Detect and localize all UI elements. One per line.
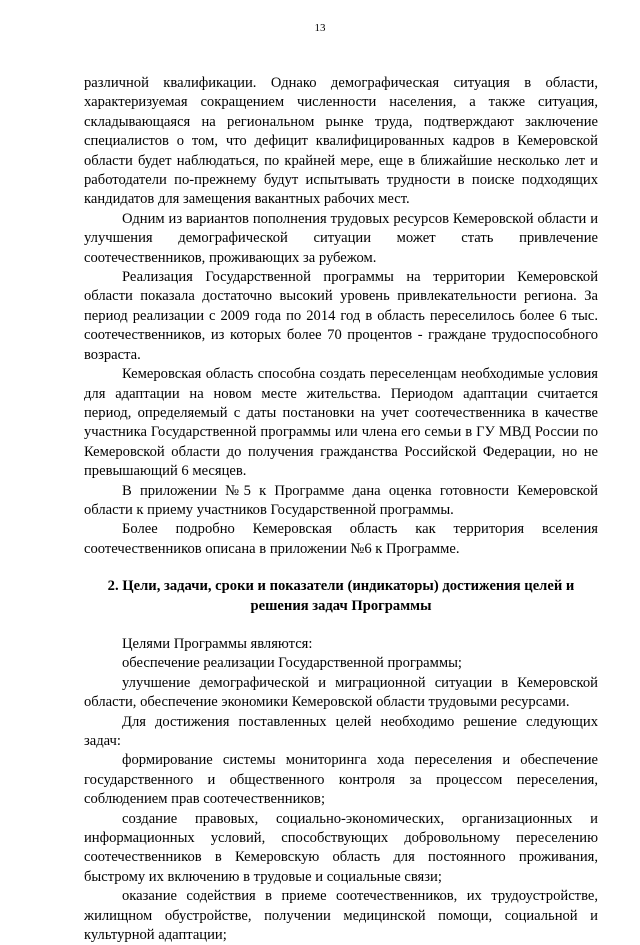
list-item: оказание содействия в приеме соотечественников, их трудоустройстве, жилищном обустройстве, получении медицинской помощи, социальной и культурной адаптации;	[84, 888, 598, 944]
paragraph: Кемеровская область способна создать переселенцам необходимые условия для адаптации на новом месте жительства. Периодом адаптации считается период, определяемый с даты постановки на учет соотечественника в качестве участника Государственной программы или члена его семьи в ГУ МВД России по Кемеровской области до получения гражданства Российской Федерации, но не превышающий 6 месяцев.	[84, 366, 598, 480]
paragraph: Более подробно Кемеровская область как территория вселения соотечественников описана в приложении №6 к Программе.	[84, 521, 598, 557]
paragraph-continuation: различной квалификации. Однако демографическая ситуация в области, характеризуемая сокращением численности населения, а также ситуация, складывающаяся на региональном рынке труда, подтверждают заключение специалистов о том, что дефицит квалифицированных кадров в Кемеровской области будет наблюдаться, по крайней мере, еще в ближайшие несколько лет и работодатели по-прежнему будут испытывать трудности в поиске подходящих кандидатов для замещения вакантных рабочих мест.	[84, 75, 598, 208]
list-item: обеспечение реализации Государственной программы;	[122, 655, 462, 672]
list-item: создание правовых, социально-экономических, организационных и информационных условий, способствующих добровольному переселению соотечественников в Кемеровскую область для постоянного проживания, быстрому их включению в трудовые и социальные связи;	[84, 810, 598, 885]
paragraph: В приложении №5 к Программе дана оценка готовности Кемеровской области к приему участников Государственной программы.	[84, 482, 598, 518]
document-body	[84, 74, 598, 945]
paragraph: Целями Программы являются:	[122, 635, 313, 652]
section-heading: 2. Цели, задачи, сроки и показатели (индикаторы) достижения целей и решения задач Программы	[107, 578, 575, 614]
section-spacer	[84, 616, 598, 635]
list-item: улучшение демографической и миграционной ситуации в Кемеровской области, обеспечение экономики Кемеровской области трудовыми ресурсами.	[84, 674, 598, 711]
page-number: 13	[314, 22, 326, 34]
list-item: формирование системы мониторинга хода переселения и обеспечение государственного и общественного контроля за процессом переселения, соблюдением прав соотечественников;	[84, 752, 598, 808]
paragraph: Одним из вариантов пополнения трудовых ресурсов Кемеровской области и улучшения демографической ситуации может стать привлечение соотечественников, проживающих за рубежом.	[84, 210, 598, 266]
paragraph: Для достижения поставленных целей необходимо решение следующих задач:	[84, 713, 598, 749]
paragraph: Реализация Государственной программы на территории Кемеровской области показала достаточно высокий уровень привлекательности региона. За период реализации с 2009 года по 2014 год в область переселилось более 6 тыс. соотечественников, из которых более 70 процентов - граждане трудоспособного возраста.	[84, 269, 598, 363]
